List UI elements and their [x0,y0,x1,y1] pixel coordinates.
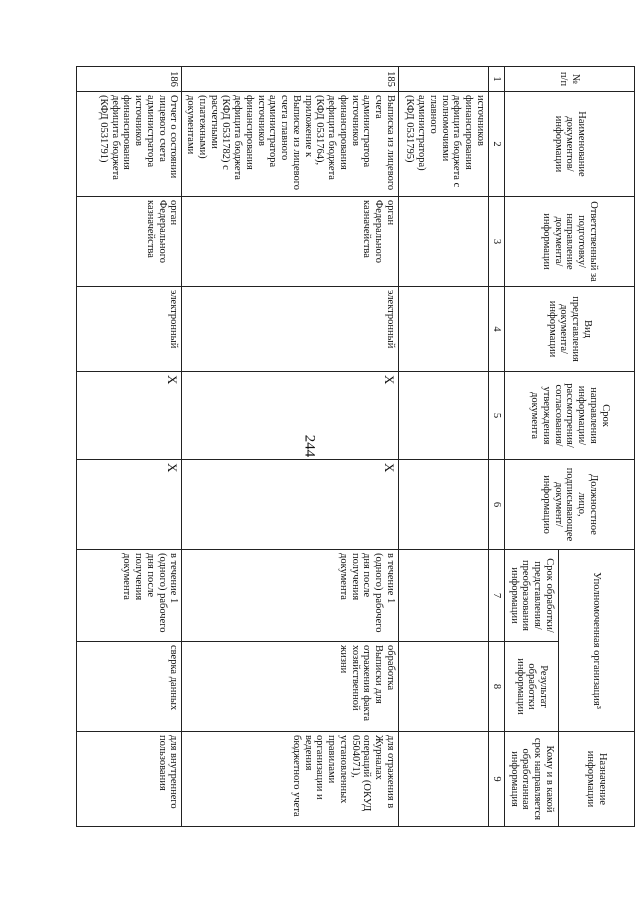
document-name: Выписка из лицевого счета администратора источников финансирования дефицита бюджета (КФД 0531764), приложение к Выписке из лицевого счета главного администратора источников финансирования дефицита бюджета (КФД 0531782) с расчетными (платежными) документами [182,92,399,197]
responsible [399,197,489,287]
responsible: орган Федерального казначейства [77,197,182,287]
header-name: Наименование документов/ информации [505,92,635,197]
col-number: 6 [489,460,505,550]
processing-term: в течение 1 (одного) рабочего дня после получения документа [182,550,399,642]
deadline [399,372,489,460]
row-number [399,67,489,92]
presentation-kind: электронный [182,287,399,372]
col-number: 9 [489,732,505,827]
header-auth-result: Результат обработки информации [505,642,559,732]
col-number: 7 [489,550,505,642]
responsible: орган Федерального казначейства [182,197,399,287]
recipient: для внутреннего пользования [77,732,182,827]
document-table [77,66,636,827]
page-number: 244 [301,434,318,458]
header-responsible: Ответственный за подготовку/ направление документа/ информации [505,197,635,287]
col-number: 5 [489,372,505,460]
col-number: 3 [489,197,505,287]
col-number: 2 [489,92,505,197]
header-official: Должностное лицо, подписывающее документ/ информацию [505,460,635,550]
col-number: 1 [489,67,505,92]
header-authorized-organization: Уполномоченная организация³ [559,550,635,732]
row-number: 186 [77,67,182,92]
column-number-row [489,67,505,827]
processing-result: обработка Выписки для отражения факта хозяйственной жизни [182,642,399,732]
presentation-kind: электронный [77,287,182,372]
header-num: № п/п [505,67,635,92]
rotated-table-wrapper [98,66,635,826]
deadline: X [77,372,182,460]
signing-official: X [77,460,182,550]
processing-result [399,642,489,732]
header-auth-term: Срок обработки/ представления/ преобразования информации [505,550,559,642]
presentation-kind [399,287,489,372]
deadline: X [182,372,399,460]
document-name: источников финансирования дефицита бюджета с полномочиями главного администратора) (КФД 0531795) [399,92,489,197]
table-row [77,67,182,827]
document-name: Отчет о состоянии лицевого счета администратора источников финансирования дефицита бюджета (КФД 0531791) [77,92,182,197]
header-destination: Назначение информации [559,732,635,827]
table-row [399,67,489,827]
header-recipient: Кому и в какой срок направляется обработанная информация [505,732,559,827]
header-kind: Вид представления документа/ информации [505,287,635,372]
processing-term: в течение 1 (одного) рабочего дня после получения документа [77,550,182,642]
recipient: для отражения в Журналах операций (ОКУД 0504071), установленных правилами организации и ведения бюджетного учета [182,732,399,827]
processing-term [399,550,489,642]
processing-result: сверка данных [77,642,182,732]
header-row-1 [559,67,635,827]
row-number: 185 [182,67,399,92]
col-number: 4 [489,287,505,372]
header-term: Срок направления информации/ рассмотрения/ согласования/ утверждения документа [505,372,635,460]
signing-official: X [182,460,399,550]
recipient [399,732,489,827]
signing-official [399,460,489,550]
col-number: 8 [489,642,505,732]
table-row [182,67,399,827]
